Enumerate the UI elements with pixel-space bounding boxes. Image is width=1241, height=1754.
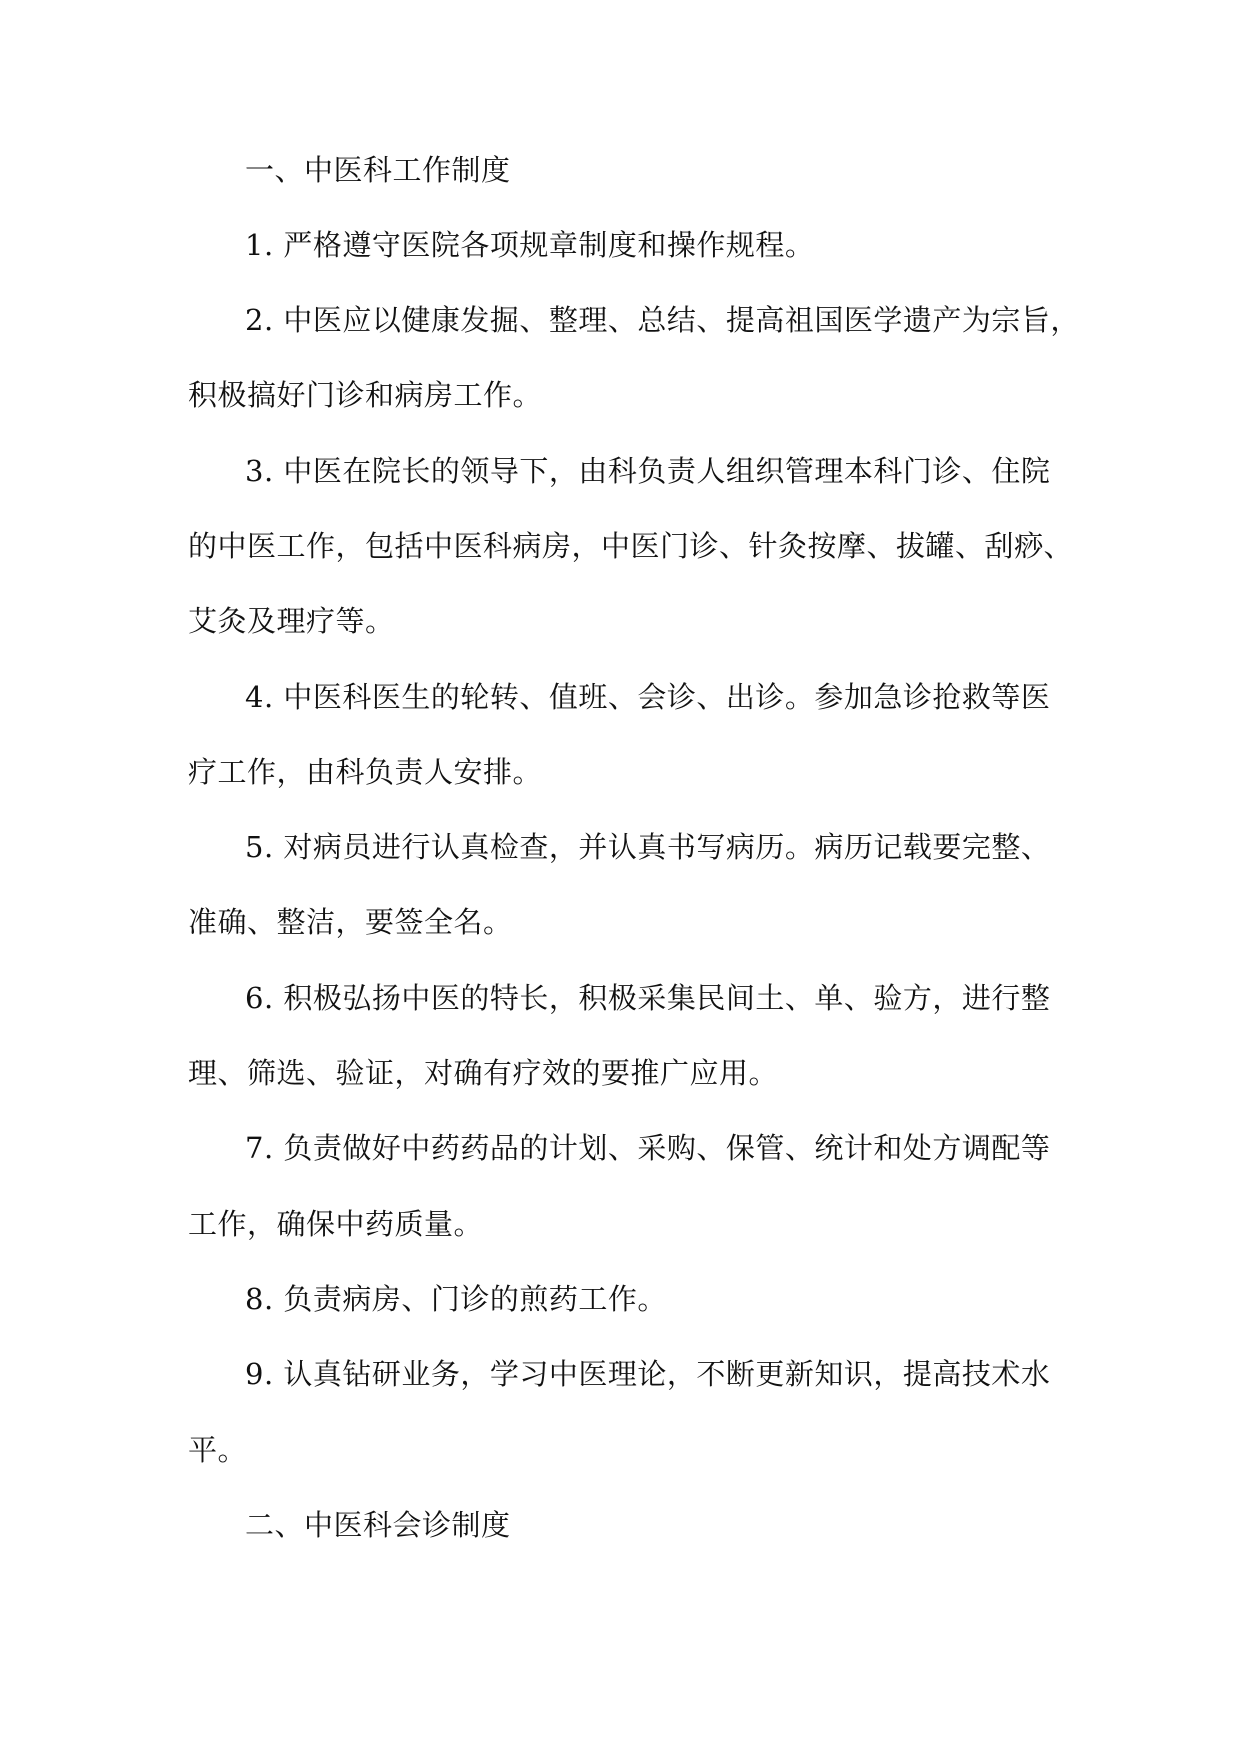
paragraph-line: 8. 负责病房、门诊的煎药工作。 <box>245 1282 667 1316</box>
paragraph-line: 理、筛选、验证，对确有疗效的要推广应用。 <box>188 1056 779 1090</box>
paragraph-line: 5. 对病员进行认真检查，并认真书写病历。病历记载要完整、 <box>245 830 1051 864</box>
paragraph-line: 的中医工作，包括中医科病房，中医门诊、针灸按摩、拔罐、刮痧、 <box>188 529 1074 563</box>
paragraph-line: 准确、整洁，要签全名。 <box>188 905 513 939</box>
paragraph-line: 艾灸及理疗等。 <box>188 604 395 638</box>
paragraph-line: 7. 负责做好中药药品的计划、采购、保管、统计和处方调配等 <box>245 1131 1051 1165</box>
paragraph-line: 积极搞好门诊和病房工作。 <box>188 378 543 412</box>
paragraph-line: 1. 严格遵守医院各项规章制度和操作规程。 <box>245 228 815 262</box>
paragraph-line: 疗工作，由科负责人安排。 <box>188 755 543 789</box>
section-heading-1: 一、中医科工作制度 <box>245 153 511 187</box>
paragraph-line: 6. 积极弘扬中医的特长，积极采集民间土、单、验方，进行整 <box>245 981 1051 1015</box>
paragraph-line: 2. 中医应以健康发掘、整理、总结、提高祖国医学遗产为宗旨， <box>245 303 1080 337</box>
paragraph-line: 9. 认真钻研业务，学习中医理论，不断更新知识，提高技术水 <box>245 1357 1051 1391</box>
paragraph-line: 平。 <box>188 1433 248 1467</box>
paragraph-line: 工作，确保中药质量。 <box>188 1207 484 1241</box>
paragraph-line: 3. 中医在院长的领导下，由科负责人组织管理本科门诊、住院 <box>245 454 1051 488</box>
section-heading-2: 二、中医科会诊制度 <box>245 1508 511 1542</box>
paragraph-line: 4. 中医科医生的轮转、值班、会诊、出诊。参加急诊抢救等医 <box>245 680 1051 714</box>
